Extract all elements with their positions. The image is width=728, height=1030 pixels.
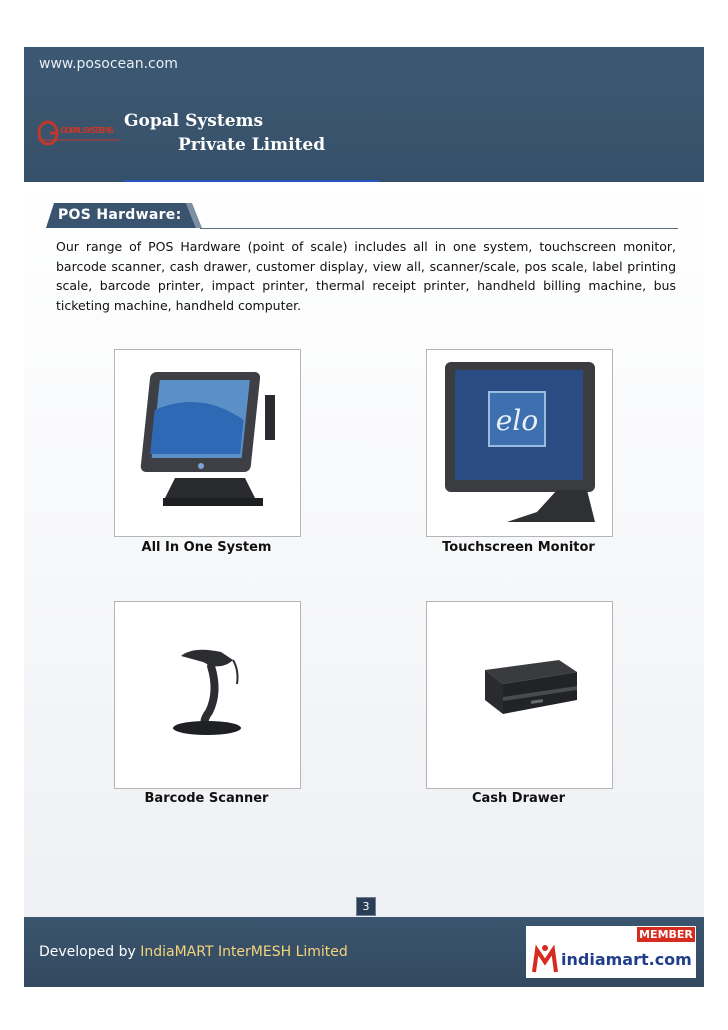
developer-link[interactable]: IndiaMART InterMESH Limited <box>140 944 348 960</box>
all-in-one-pos-icon <box>115 350 300 536</box>
product-image-touchscreen <box>426 349 613 537</box>
product-image-cash-drawer <box>426 601 613 789</box>
indiamart-brand-text: indiamart.com <box>561 950 692 969</box>
company-name <box>124 109 325 157</box>
member-label: MEMBER <box>637 927 695 942</box>
gopal-systems-logo <box>36 118 126 148</box>
product-caption: All In One System <box>141 540 272 555</box>
section-title: POS Hardware: <box>58 207 182 223</box>
header-underline <box>124 180 379 182</box>
product-caption: Cash Drawer <box>471 791 566 806</box>
product-image-barcode-scanner <box>114 601 301 789</box>
developed-by-credit <box>39 944 348 960</box>
website-url[interactable]: www.posocean.com <box>39 56 178 72</box>
cash-drawer-icon <box>427 602 612 788</box>
svg-text:GOPAL SYSTEMS: GOPAL SYSTEMS <box>60 126 114 135</box>
indiamart-logo-icon <box>531 944 559 974</box>
developed-by-label: Developed by <box>39 944 136 960</box>
company-name-line1: Gopal Systems <box>124 111 264 131</box>
touchscreen-monitor-icon <box>427 350 612 536</box>
product-caption: Touchscreen Monitor <box>442 540 595 555</box>
monitor-brand-text: elo <box>495 404 539 437</box>
product-image-all-in-one <box>114 349 301 537</box>
barcode-scanner-icon <box>115 602 300 788</box>
page-number: 3 <box>356 897 376 916</box>
company-name-line2: Private Limited <box>178 135 326 155</box>
section-description: Our range of POS Hardware (point of scale) includes all in one system, touchscreen monitor, barcode scanner, cash drawer, customer display, view all, scanner/scale, pos scale, label printing scale, barcode printer, impact printer, thermal receipt printer, handheld billing machine, bus ticketing machine, handheld computer. <box>56 239 676 313</box>
section-divider <box>200 228 678 229</box>
product-caption: Barcode Scanner <box>144 791 269 806</box>
